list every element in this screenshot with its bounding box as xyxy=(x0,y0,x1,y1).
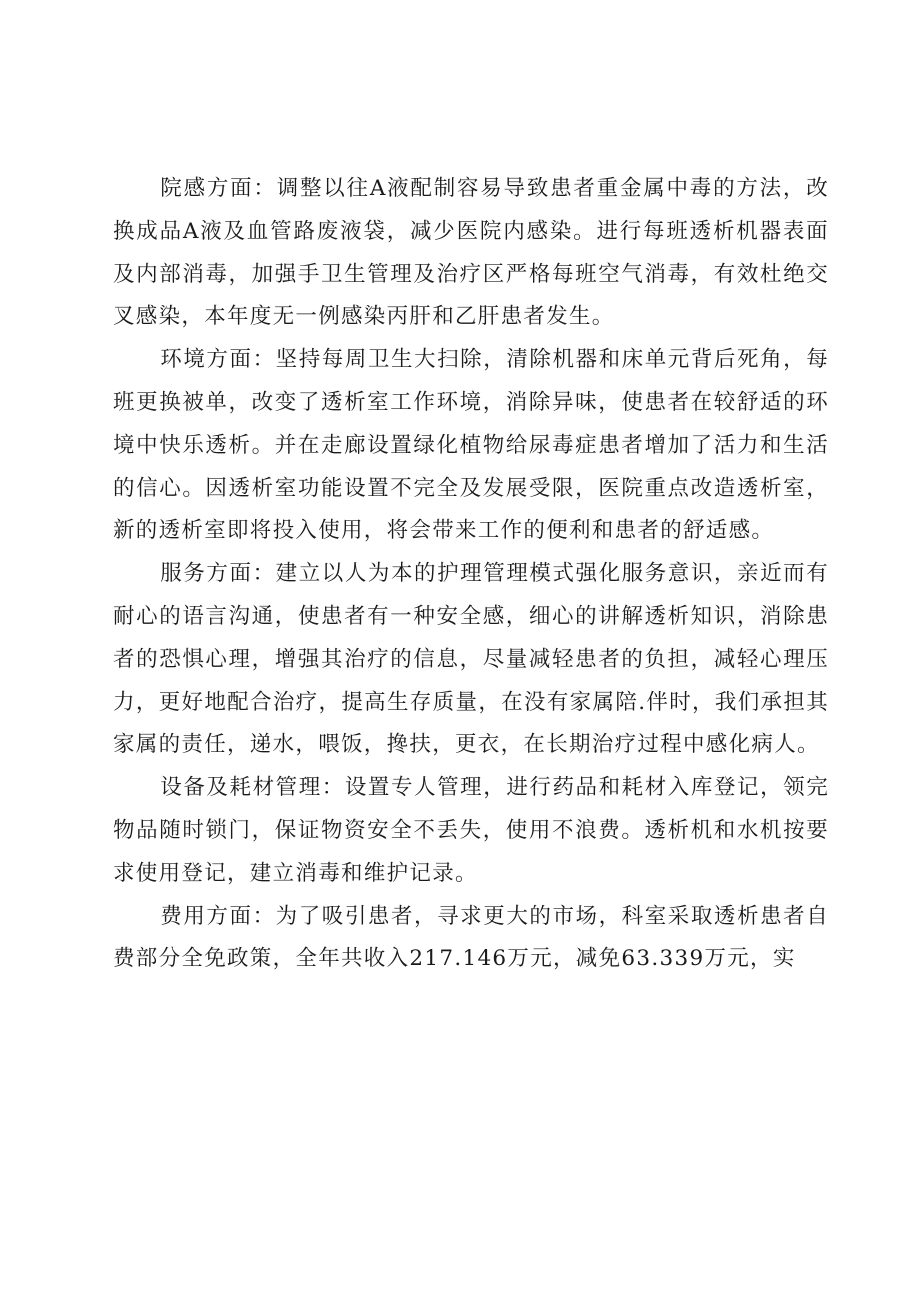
paragraph-environment: 环境方面：坚持每周卫生大扫除，清除机器和床单元背后死角，每班更换被单，改变了透析室工作环境，消除异味，使患者在较舒适的环境中快乐透析。并在走廊设置绿化植物给尿毒症患者增加了活力和生活的信心。因透析室功能设置不完全及发展受限，医院重点改造透析室，新的透析室即将投入使用，将会带来工作的便利和患者的舒适感。 xyxy=(113,347,829,544)
paragraph-equipment-materials: 设备及耗材管理：设置专人管理，进行药品和耗材入库登记，领完物品随时锁门，保证物资安全不丢失，使用不浪费。透析机和水机按要求使用登记，建立消毒和维护记录。 xyxy=(113,775,829,886)
paragraph-service: 服务方面：建立以人为本的护理管理模式强化服务意识，亲近而有耐心的语言沟通，使患者有一种安全感，细心的讲解透析知识，消除患者的恐惧心理，增强其治疗的信息，尽量减轻患者的负担，减轻心理压力，更好地配合治疗，提高生存质量，在没有家属陪.伴时，我们承担其家属的责任，递水，喂饭，搀扶，更衣，在长期治疗过程中感化病人。 xyxy=(113,561,829,758)
paragraph-costs: 费用方面：为了吸引患者，寻求更大的市场，科室采取透析患者自费部分全免政策，全年共收入217.146万元，减免63.339万元，实 xyxy=(113,903,829,972)
document-body xyxy=(113,168,829,981)
paragraph-infection-control: 院感方面：调整以往A液配制容易导致患者重金属中毒的方法，改换成品A液及血管路废液袋，减少医院内感染。进行每班透析机器表面及内部消毒，加强手卫生管理及治疗区严格每班空气消毒，有效杜绝交叉感染，本年度无一例感染丙肝和乙肝患者发生。 xyxy=(113,176,829,330)
